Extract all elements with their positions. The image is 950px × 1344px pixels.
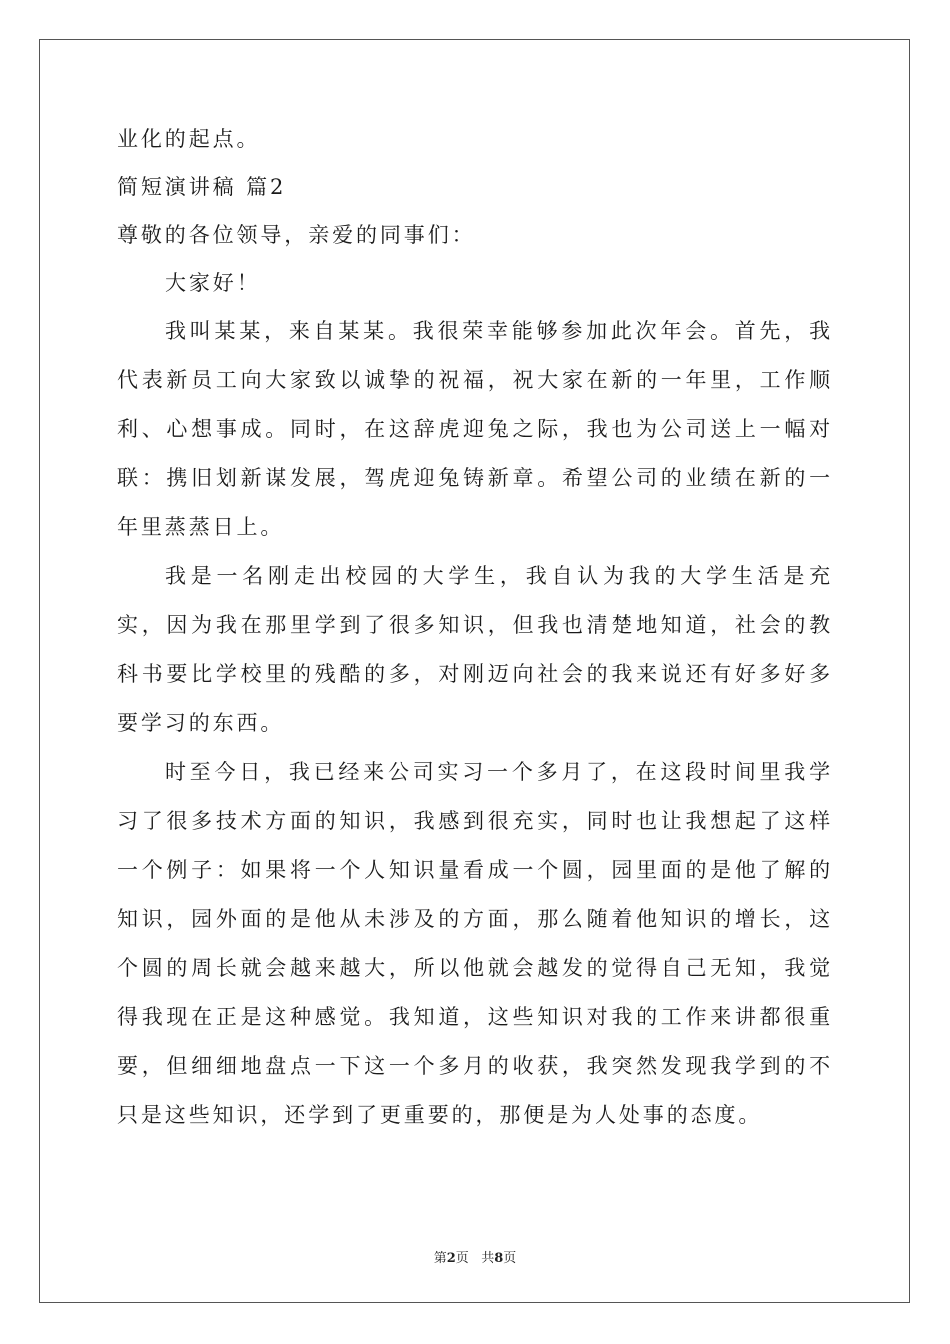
total-prefix: 共 (481, 1251, 495, 1266)
text-line: 业化的起点。 (117, 127, 261, 151)
greeting: 大家好！ (165, 271, 261, 295)
total-pages: 8 (494, 1251, 504, 1266)
document-body (117, 126, 833, 1140)
paragraph: 我是一名刚走出校园的大学生，我自认为我的大学生活是充实，因为我在那里学到了很多知识，但我也清楚地知道，社会的教科书要比学校里的残酷的多，对刚迈向社会的我来说还有好多好多要学习的东西。 (117, 564, 833, 735)
paragraph: 时至今日，我已经来公司实习一个多月了，在这段时间里我学习了很多技术方面的知识，我感到很充实，同时也让我想起了这样一个例子：如果将一个人知识量看成一个圆，园里面的是他了解的知识，园外面的是他从未涉及的方面，那么随着他知识的增长，这个圆的周长就会越来越大，所以他就会越发的觉得自己无知，我觉得我现在正是这种感觉。我知道，这些知识对我的工作来讲都很重要，但细细地盘点一下这一个多月的收获，我突然发现我学到的不只是这些知识，还学到了更重要的，那便是为人处事的态度。 (117, 760, 833, 1127)
page-suffix: 页 (455, 1251, 469, 1266)
section-heading: 简短演讲稿 篇2 (117, 175, 287, 199)
page-footer (0, 1247, 950, 1266)
page-prefix: 第 (433, 1251, 447, 1266)
total-suffix: 页 (503, 1251, 517, 1266)
paragraph: 我叫某某，来自某某。我很荣幸能够参加此次年会。首先，我代表新员工向大家致以诚挚的祝福，祝大家在新的一年里，工作顺利、心想事成。同时，在这辞虎迎兔之际，我也为公司送上一幅对联：携旧划新谋发展，驾虎迎兔铸新章。希望公司的业绩在新的一年里蒸蒸日上。 (117, 319, 833, 539)
page-number: 2 (446, 1251, 456, 1266)
salutation: 尊敬的各位领导，亲爱的同事们： (117, 223, 476, 247)
